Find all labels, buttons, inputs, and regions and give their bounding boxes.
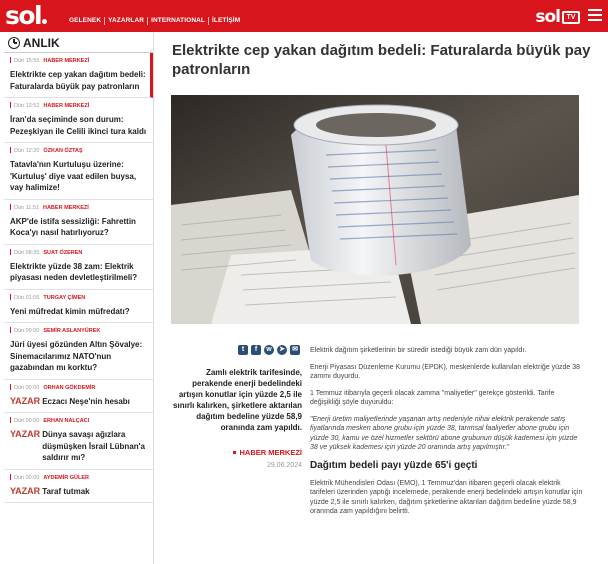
news-meta: [10, 204, 149, 212]
news-title[interactable]: Tatavla'nın Kurtuluşu üzerine: 'Kurtuluş' diye vaat edilen buysa, vay halimize!: [10, 160, 137, 192]
news-time: Dün 15:55: [14, 58, 40, 64]
news-meta: [10, 249, 149, 257]
news-title[interactable]: Elektrikte cep yakan dağıtım bedeli: Faturalarda büyük pay patronların: [10, 70, 146, 91]
news-title[interactable]: Yeni müfredat kimin müfredatı?: [10, 306, 130, 316]
sidebar-news-item[interactable]: [4, 98, 153, 143]
news-time: Dün 01:06: [14, 294, 40, 301]
news-time: Dün 11:51: [14, 204, 39, 211]
news-meta: [10, 327, 149, 335]
paragraph: Elektrik Mühendisleri Odası (EMO), 1 Temmuz'dan itibaren geçerli olacak elektrik tarifeleri üzerinden yaptığı incelemede, perakende enerji bedelindeki artışın konutlar için yüzde 2,5 ile sınırlı kalırken, dağıtım şirketlerine aktarılan dağıtım bedeline yüzde 58,9 oranında zam yapıldığını belirtti.: [310, 479, 583, 515]
nav-yazarlar[interactable]: YAZARLAR: [105, 17, 148, 25]
article-body: [310, 346, 585, 524]
nav-international[interactable]: INTERNATIONAL: [148, 17, 209, 25]
news-source: TURGAY ÇİMEN: [43, 294, 86, 301]
news-time: Dün 12:20: [14, 148, 40, 154]
hamburger-menu-icon[interactable]: [588, 9, 602, 21]
paragraph: Enerji Piyasası Düzenleme Kurumu (EPDK), meskenlerde kullanılan elektriğe yüzde 38 zammı duyurdu.: [310, 363, 581, 380]
sidebar-list: [4, 53, 153, 503]
news-title[interactable]: Taraf tutmak: [42, 486, 90, 496]
news-source: HABER MERKEZİ: [43, 103, 90, 109]
news-meta: [10, 294, 149, 302]
facebook-icon[interactable]: f: [251, 345, 261, 355]
whatsapp-icon[interactable]: w: [264, 345, 274, 355]
sidebar-news-item[interactable]: [4, 470, 153, 504]
article-byline[interactable]: HABER MERKEZİ: [170, 448, 302, 457]
news-time: Dün 00:00: [14, 418, 40, 424]
news-source: AYDEMİR GÜLER: [43, 474, 90, 481]
top-bar: [0, 0, 608, 32]
news-meta: [10, 417, 149, 425]
tv-label: TV: [562, 11, 580, 24]
yazar-tag: YAZAR: [10, 429, 41, 439]
news-meta: [10, 57, 146, 65]
news-title[interactable]: İran'da seçiminde son durum: Pezeşkiyan ile Celili ikinci tura kaldı: [10, 115, 147, 136]
article-summary: Zamlı elektrik tarifesinde, perakende enerji bedelindeki artışın konutlar için yüzde 2,5 ile sınırlı kalırken, şirketlere aktarılan dağıtım bedeline yüzde 58,9 oranında zam yapıldı.: [173, 368, 302, 432]
sidebar-news-item[interactable]: [4, 323, 153, 380]
sidebar-news-item[interactable]: [4, 413, 153, 470]
article: [160, 33, 600, 564]
email-icon[interactable]: ✉: [290, 345, 300, 355]
news-meta: [10, 474, 149, 482]
telegram-icon[interactable]: ➤: [277, 345, 287, 355]
article-subheading: Dağıtım bedeli payı yüzde 65'i geçti: [310, 459, 478, 471]
twitter-icon[interactable]: t: [238, 345, 248, 355]
sidebar-news-item[interactable]: [4, 245, 153, 290]
quote-paragraph: "Enerji üretim maliyetlerinde yaşanan artış nedeniyle nihai elektrik perakende satış fiyatlarında mesken abone grubu için yüzde 38, tarımsal faaliyetler abone grubu için yüzde 30, kamu ve özel hizmetler sektörü abone grubunun düşük kademesi için yüzde 38 ve yüksek kademesi için yüzde 20 oranında artış yapılmıştır.": [310, 415, 578, 451]
main-nav: [66, 17, 243, 25]
news-feed-sidebar: [4, 33, 154, 564]
news-source: ÖZKAN ÖZTAŞ: [43, 148, 83, 154]
news-time: Dün 00:00: [14, 384, 40, 391]
nav-gelenek[interactable]: GELENEK: [66, 17, 105, 25]
paragraph: Elektrik dağıtım şirketlerinin bir süredir istediği büyük zam dün yapıldı.: [310, 347, 527, 354]
nav-iletisim[interactable]: İLETİŞİM: [211, 17, 241, 24]
clock-icon: [8, 37, 20, 49]
news-source: SUAT ÖZEREN: [43, 249, 83, 256]
news-source: ERHAN NALÇACI: [43, 418, 90, 424]
site-logo[interactable]: sol: [5, 2, 47, 30]
news-time: Dün 00:00: [14, 328, 40, 334]
news-source: HABER MERKEZİ: [42, 204, 89, 211]
sol-tv-logo[interactable]: sol TV: [535, 7, 580, 27]
news-time: Dün 00:00: [14, 474, 40, 481]
news-meta: [10, 384, 149, 392]
sidebar-news-item[interactable]: [4, 200, 153, 245]
article-headline: Elektrikte cep yakan dağıtım bedeli: Faturalarda büyük pay patronların: [172, 42, 591, 78]
sidebar-header: [4, 33, 153, 53]
news-title[interactable]: Elektrikte yüzde 38 zam: Elektrik piyasası neden devletleştirilmeli?: [10, 261, 138, 282]
news-meta: [10, 102, 149, 110]
sidebar-news-item[interactable]: [4, 143, 153, 200]
paragraph: 1 Temmuz itibarıyla geçerli olacak zamma "maliyetler" gerekçe gösterildi. Tarife değişikliği şöyle duyuruldu:: [310, 389, 555, 406]
article-photo: [171, 95, 579, 324]
news-source: ORHAN GÖKDEMİR: [43, 384, 96, 391]
yazar-tag: YAZAR: [10, 395, 41, 406]
article-date: 29.06.2024: [266, 462, 302, 469]
share-bar: [238, 345, 303, 355]
news-title[interactable]: AKP'de istifa sessizliği: Fahrettin Koca'yı nasıl hatırlıyoruz?: [10, 216, 136, 237]
news-source: SEMİR ASLANYÜREK: [43, 328, 101, 334]
news-source: HABER MERKEZİ: [43, 58, 90, 64]
news-title[interactable]: Jüri üyesi gözünden Altın Şövalye: Sinemacılarımız NATO'nun gazabından mı korktu?: [10, 340, 143, 372]
news-time: Dün 13:52: [14, 103, 40, 109]
sidebar-news-item[interactable]: [4, 380, 153, 414]
sidebar-news-item[interactable]: [4, 290, 153, 324]
sidebar-title: ANLIK: [23, 35, 60, 50]
sidebar-news-item[interactable]: [4, 53, 153, 98]
news-title[interactable]: Dünya savaşı ağızlara düşmüşken İsrail Lübnan'a saldırır mı?: [42, 430, 146, 462]
news-time: Dün 08:35: [14, 249, 40, 256]
yazar-tag: YAZAR: [10, 485, 41, 496]
news-meta: [10, 147, 149, 155]
news-title[interactable]: Eczacı Neşe'nin hesabı: [42, 396, 130, 406]
